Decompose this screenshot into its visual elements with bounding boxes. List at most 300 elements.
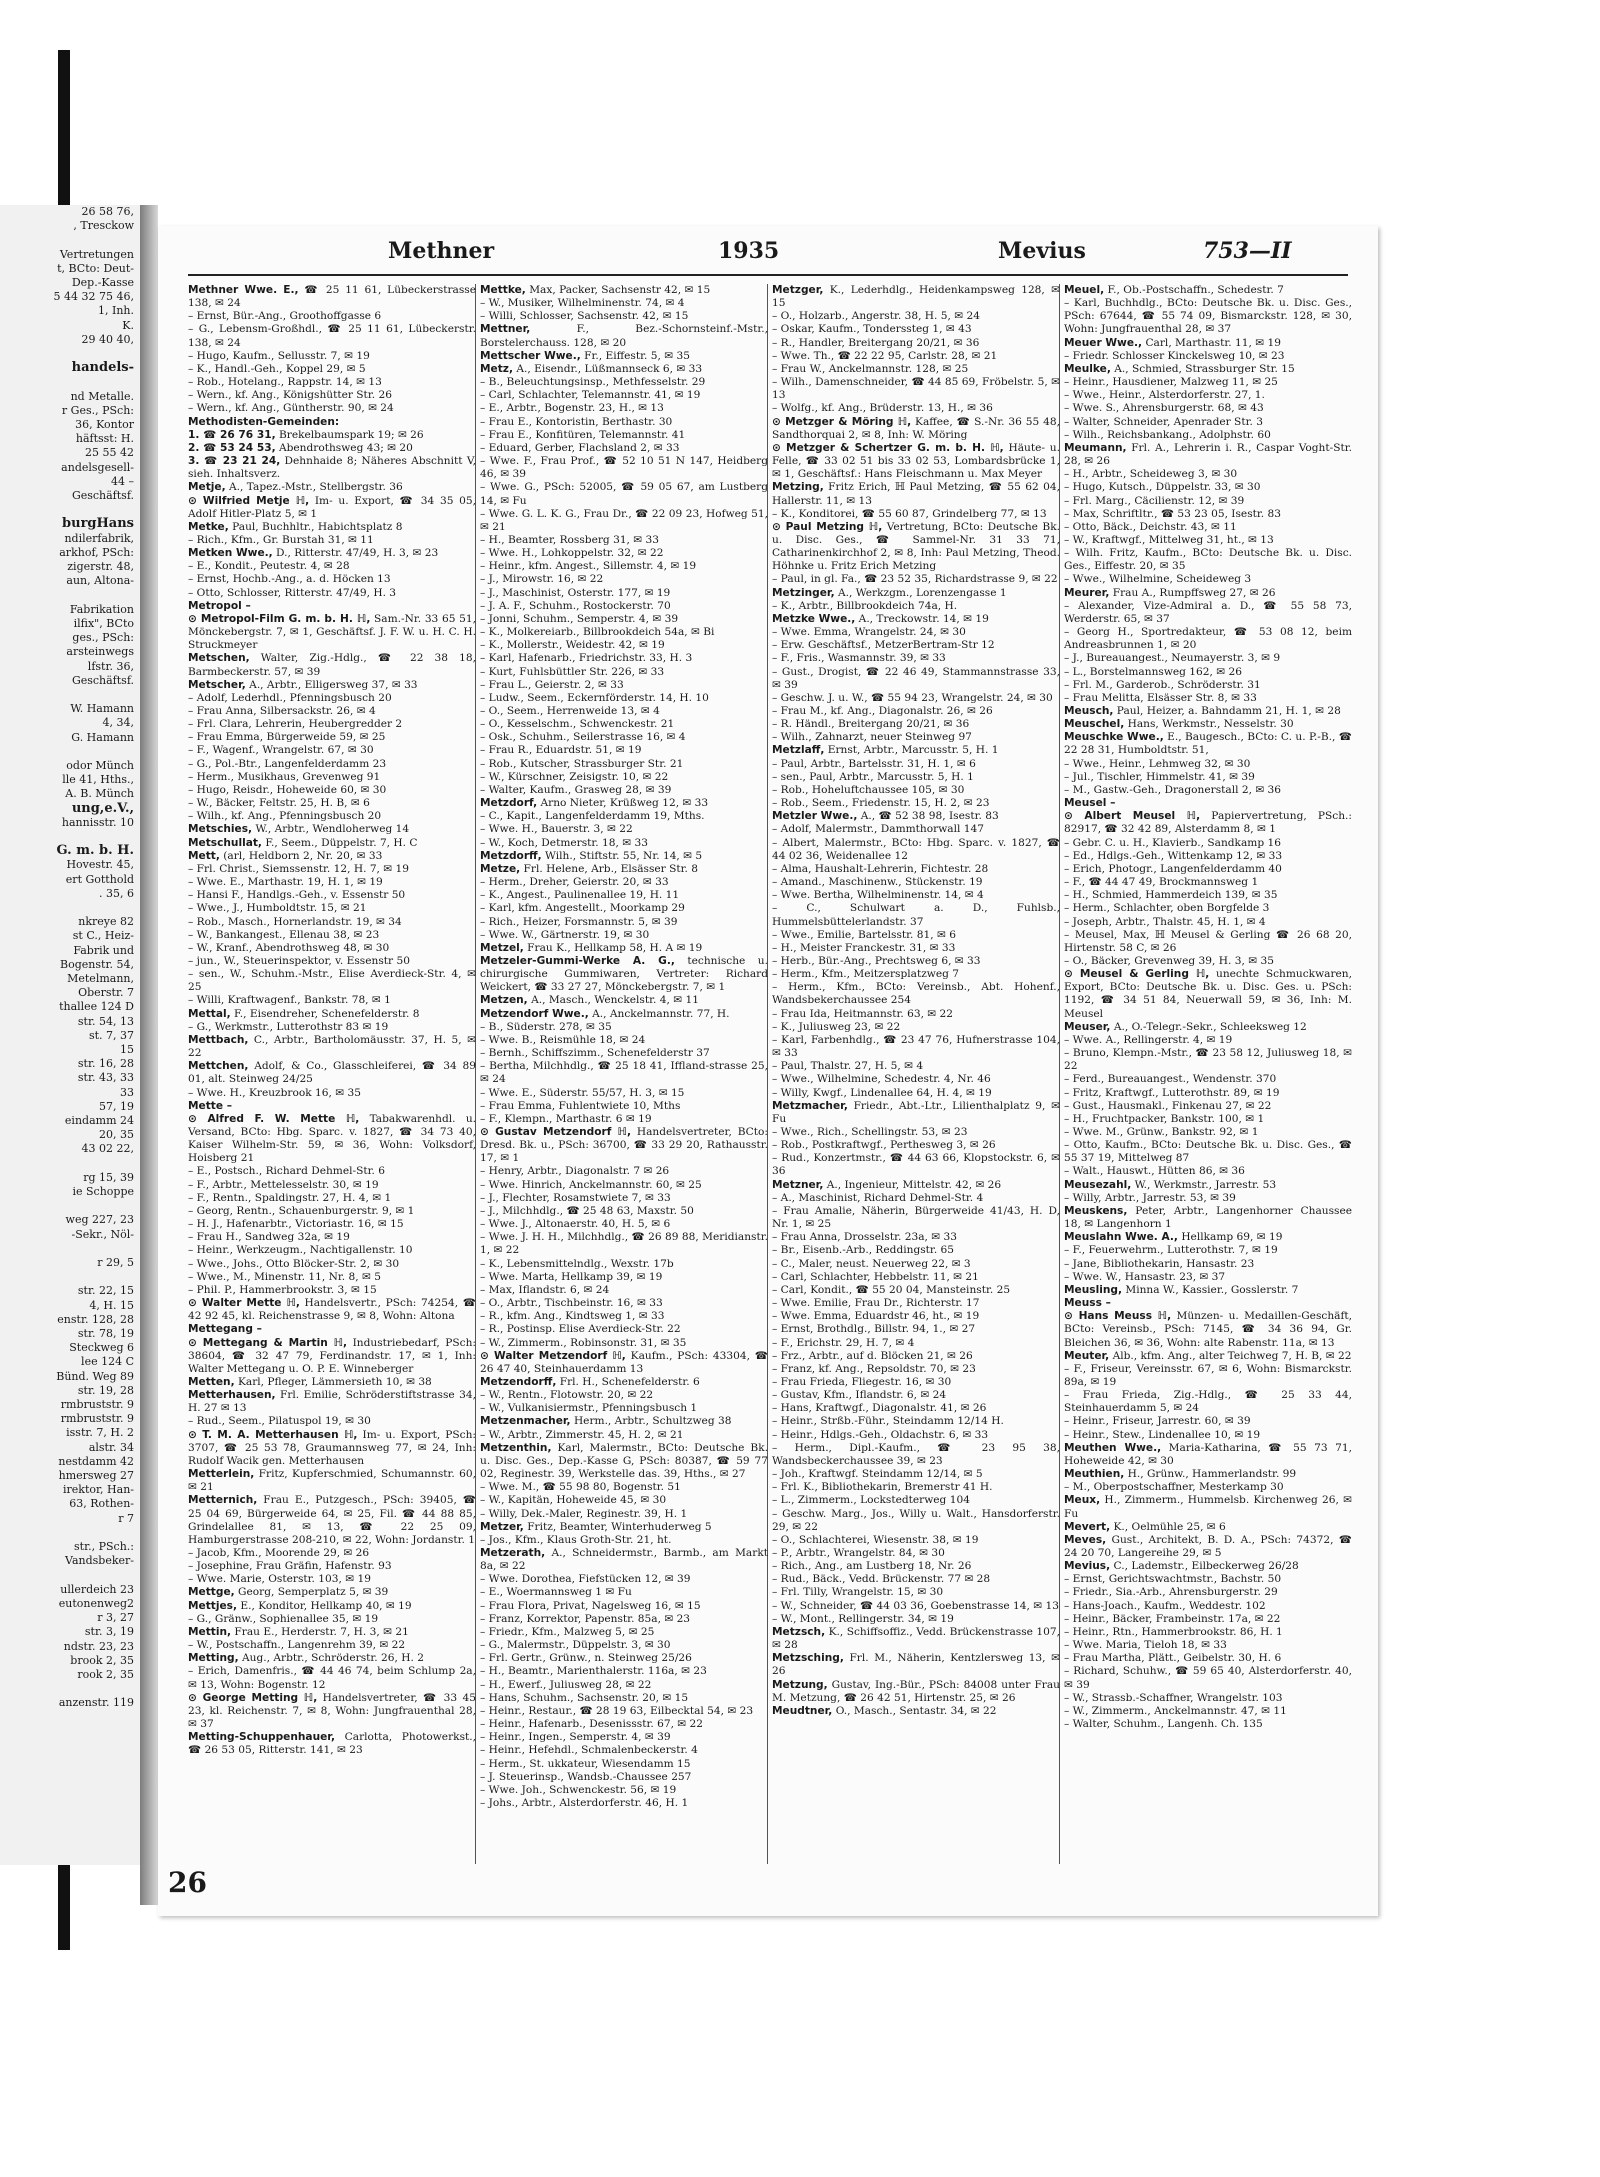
left-page-line: ndilerfabrik, bbox=[64, 531, 134, 545]
directory-entry: – Erich, Photogr., Langenfelderdamm 40 bbox=[1064, 862, 1282, 875]
directory-entry: – J., Bureauangest., Neumayerstr. 3, ✉ 9 bbox=[1064, 652, 1281, 665]
directory-entry: – Hans-Joach., Kaufm., Weddestr. 102 bbox=[1064, 1599, 1266, 1612]
left-page-line: ung,e.V., bbox=[71, 800, 134, 816]
directory-entry: – Frau Emma, Bürgerweide 59, ✉ 25 bbox=[188, 731, 386, 744]
directory-entry: – Hugo, Kutsch., Düppelstr. 33, ✉ 30 bbox=[1064, 481, 1261, 494]
directory-entry: – Wwe. F., Frau Prof., ☎ 52 10 51 N 147, Heidberg 46, ✉ 39 bbox=[480, 455, 768, 481]
directory-entry: – J., Maschinist, Osterstr. 177, ✉ 19 bbox=[480, 586, 671, 599]
directory-entry: – Ernst, Gerichtswachtmstr., Bachstr. 50 bbox=[1064, 1573, 1282, 1586]
left-page-line: G. Hamann bbox=[71, 730, 134, 744]
directory-entry: – Adolf, Malermstr., Dammthorwall 147 bbox=[772, 823, 984, 836]
left-page-line: eindamm 24 bbox=[64, 1114, 134, 1127]
directory-entry: Meudtner, O., Masch., Sentastr. 34, ✉ 22 bbox=[772, 1704, 997, 1717]
directory-entry: – Johs., Arbtr., Alsterdorferstr. 46, H. 1 bbox=[480, 1796, 689, 1809]
directory-entry: Meulke, A., Schmied, Strassburger Str. 15 bbox=[1064, 362, 1295, 375]
directory-entry: Meuthien, H., Grünw., Hammerlandstr. 99 bbox=[1064, 1468, 1297, 1481]
directory-entry: – Wwe. Dorothea, Fiefstücken 12, ✉ 39 bbox=[480, 1573, 691, 1586]
directory-entry: – C., Schulwart a. D., Fuhlsb., Hummelsbüttelerlandstr. 37 bbox=[772, 902, 1060, 928]
directory-entry: – Henry, Arbtr., Diagonalstr. 7 ✉ 26 bbox=[480, 1165, 670, 1178]
directory-entry: – K., Konditorei, ☎ 55 60 87, Grindelberg 77, ✉ 13 bbox=[772, 507, 1047, 520]
directory-column-4 bbox=[1064, 284, 1352, 1884]
left-page-line bbox=[2, 375, 134, 389]
directory-entry: – E., Kondit., Peutestr. 4, ✉ 28 bbox=[188, 560, 350, 573]
left-page-line: 33 bbox=[120, 1085, 134, 1099]
left-page-line bbox=[2, 1157, 134, 1171]
directory-entry: – Wwe., Wilhelmine, Scheideweg 3 bbox=[1064, 573, 1252, 586]
adjacent-page-fragment bbox=[0, 205, 140, 1865]
directory-entry: – Rob., Seem., Friedenstr. 15, H. 2, ✉ 23 bbox=[772, 797, 990, 810]
directory-entry: – O., Arbtr., Tischbeinstr. 16, ✉ 33 bbox=[480, 1297, 663, 1310]
directory-entry: – H., Arbtr., Scheideweg 3, ✉ 30 bbox=[1064, 468, 1238, 481]
left-page-line: anzenstr. 119 bbox=[58, 1696, 134, 1710]
directory-entry: Metschullat, F., Seem., Düppelstr. 7, H. C bbox=[188, 836, 418, 849]
directory-entry: – Walt., Hauswt., Hütten 86, ✉ 36 bbox=[1064, 1165, 1245, 1178]
left-page-line: lfstr. 36, bbox=[87, 659, 134, 673]
directory-entry: – Frau M., kf. Ang., Diagonalstr. 26, ✉ 26 bbox=[772, 705, 993, 717]
directory-entry: – E., Woermannsweg 1 ✉ Fu bbox=[480, 1586, 632, 1599]
directory-entry: – Herm., Musikhaus, Grevenweg 91 bbox=[188, 770, 381, 783]
directory-entry: – Wolfg., kf. Ang., Brüderstr. 13, H., ✉ 36 bbox=[772, 402, 993, 415]
directory-entry: – Gust., Drogist, ☎ 22 46 49, Stammannstrasse 33, ✉ 39 bbox=[772, 665, 1060, 691]
directory-entry: – A., Maschinist, Richard Dehmel-Str. 4 bbox=[772, 1191, 984, 1204]
left-page-line: 1, Inh. bbox=[97, 304, 134, 318]
directory-entry: – Frau Ida, Heitmannstr. 63, ✉ 22 bbox=[772, 1007, 954, 1020]
directory-entry: Mevert, K., Oelmühle 25, ✉ 6 bbox=[1064, 1520, 1226, 1533]
directory-entry: – Hugo, Reisdr., Hoheweide 60, ✉ 30 bbox=[188, 783, 387, 796]
directory-entry: Metzung, Gustav, Ing.-Bür., PSch: 84008 unter Frau M. Metzung, ☎ 26 42 51, Hirtenstr. 25, ✉ 26 bbox=[772, 1678, 1060, 1704]
directory-entry: Meux, H., Zimmerm., Hummelsb. Kirchenweg 26, ✉ Fu bbox=[1064, 1494, 1352, 1520]
directory-entry: – B., Beleuchtungsinsp., Methfesselstr. 29 bbox=[480, 376, 706, 389]
directory-entry: – Rich., Kfm., Gr. Burstah 31, ✉ 11 bbox=[188, 533, 374, 546]
directory-entry: – O., Holzarb., Angerstr. 38, H. 5, ✉ 24 bbox=[772, 310, 980, 323]
head-page-label: 753—II bbox=[1203, 238, 1292, 264]
left-page-line: str. 22, 15 bbox=[77, 1284, 134, 1298]
directory-entry: – Wwe. Th., ☎ 22 22 95, Carlstr. 28, ✉ 21 bbox=[772, 349, 998, 362]
directory-entry: – Carl, Schlachter, Telemannstr. 41, ✉ 19 bbox=[480, 389, 701, 402]
directory-entry: – Frl. M., Garderob., Schröderstr. 31 bbox=[1064, 678, 1261, 691]
left-page-line: Bogenstr. 54, bbox=[60, 957, 134, 971]
directory-entry: – Alma, Haushalt-Lehrerin, Fichtestr. 28 bbox=[772, 862, 989, 875]
directory-entry: – K., Angest., Paulinenallee 19, H. 11 bbox=[480, 889, 680, 902]
left-page-line: odor Münch bbox=[66, 758, 134, 772]
directory-entry: – Wwe. Maria, Tieloh 18, ✉ 33 bbox=[1064, 1639, 1227, 1652]
directory-entry: Metzsching, Frl. M., Näherin, Kentzlersweg 13, ✉ 26 bbox=[772, 1652, 1060, 1678]
directory-entry: – Heinr., Strßb.-Führ., Steindamm 12/14 H. bbox=[772, 1415, 1004, 1428]
directory-entry: – Hans, Schuhm., Sachsenstr. 20, ✉ 15 bbox=[480, 1691, 689, 1704]
directory-entry: Metternich, Frau E., Putzgesch., PSch: 39405, ☎ 25 04 69, Bürgerweide 64, ✉ 25, Fil. ☎ 44 88 85, Grindelallee 81, ✉ 13, ☎ 22 25 09, Hamburgerstrasse 208-210, ✉ 22, Wohn: Jordanstr. 1 bbox=[188, 1494, 476, 1546]
directory-entry: Metterhausen, Frl. Emilie, Schröderstiftstrasse 34, H. 27 ✉ 13 bbox=[188, 1389, 476, 1415]
left-page-line: ges., PSch: bbox=[72, 631, 134, 645]
directory-column-1 bbox=[188, 284, 476, 1884]
left-page-line bbox=[2, 1526, 134, 1540]
directory-entry: – Frau E., Konfitüren, Telemannstr. 41 bbox=[480, 428, 686, 441]
directory-entry: Metzdorff, Wilh., Stiftstr. 55, Nr. 14, ✉ 5 bbox=[480, 849, 703, 862]
directory-entry: ⊙ Walter Metzendorf ℍ, Kaufm., PSch: 43304, ☎ 26 47 40, Steinhauerdamm 13 bbox=[480, 1349, 768, 1375]
directory-entry: Meusling, Minna W., Kassier., Gosslerstr. 7 bbox=[1064, 1283, 1299, 1296]
directory-column-2 bbox=[480, 284, 768, 1884]
left-page-line: str. 3, 19 bbox=[84, 1625, 134, 1639]
directory-entry: ⊙ Metropol-Film G. m. b. H. ℍ, Sam.-Nr. 33 65 51, Mönckebergstr. 7, ✉ 1, Geschäftsf. J. F. W. u. H. C. H. Struckmeyer bbox=[188, 612, 476, 652]
directory-entry: Metzeler-Gummi-Werke A. G., technische u. chirurgische Gummiwaren, Vertreter: Richard Weickert, ☎ 33 27 27, Mönckebergstr. 7, ✉ 1 bbox=[480, 954, 768, 994]
directory-entry: – Herm., Dreher, Geierstr. 20, ✉ 33 bbox=[480, 876, 669, 889]
directory-entry: – F., ☎ 44 47 49, Brockmannsweg 1 bbox=[1064, 876, 1259, 889]
directory-entry: Metzler Wwe., A., ☎ 52 38 98, Isestr. 83 bbox=[772, 810, 999, 823]
directory-entry: – Frau Flora, Privat, Nagelsweg 16, ✉ 15 bbox=[480, 1599, 701, 1612]
directory-entry: – Gebr. C. u. H., Klavierb., Sandkamp 16 bbox=[1064, 836, 1281, 849]
directory-entry: Metting, Aug., Arbtr., Schröderstr. 26, H. 2 bbox=[188, 1652, 424, 1665]
directory-entry: – Carl, Schlachter, Hebbelstr. 11, ✉ 21 bbox=[772, 1270, 979, 1283]
left-page-line: 44 – bbox=[111, 474, 134, 488]
directory-entry: – Heinr., Rtn., Hammerbrookstr. 86, H. 1 bbox=[1064, 1625, 1283, 1638]
directory-entry: Methner Wwe. E., ☎ 25 11 61, Lübeckerstrasse 138, ✉ 24 bbox=[188, 284, 476, 310]
directory-entry: – Wilh. Fritz, Kaufm., BCto: Deutsche Bk. u. Disc. Ges., Eiffestr. 20, ✉ 35 bbox=[1064, 547, 1352, 573]
directory-entry: Metze, Frl. Helene, Arb., Elsässer Str. 8 bbox=[480, 862, 699, 875]
directory-entry: – Ludw., Seem., Eckernförderstr. 14, H. 10 bbox=[480, 691, 709, 704]
directory-entry: – Geschw. Marg., Jos., Willy u. Walt., Hansdorferstr. 29, ✉ 22 bbox=[772, 1507, 1060, 1533]
directory-entry: – Frl. Tilly, Wrangelstr. 15, ✉ 30 bbox=[772, 1586, 944, 1599]
directory-entry: Meusel – bbox=[1064, 797, 1116, 810]
directory-entry: – Wwe., J., Humboldtstr. 15, ✉ 21 bbox=[188, 902, 367, 915]
directory-entry: – Ernst, Bür.-Ang., Groothoffgasse 6 bbox=[188, 310, 382, 323]
directory-entry: Metscher, A., Arbtr., Elligersweg 37, ✉ 33 bbox=[188, 678, 418, 691]
directory-entry: – J., Flechter, Rosamstwiete 7, ✉ 33 bbox=[480, 1191, 671, 1204]
directory-entry: – Albert, Malermstr., BCto: Hbg. Sparc. v. 1827, ☎ 44 02 36, Weidenallee 12 bbox=[772, 836, 1060, 862]
left-page-line: rmbruststr. 9 bbox=[60, 1398, 134, 1412]
directory-entry: – K., Mollerstr., Weidestr. 42, ✉ 19 bbox=[480, 639, 665, 652]
directory-entry: – W., Postschaffn., Langenrehm 39, ✉ 22 bbox=[188, 1639, 406, 1652]
directory-entry: – Jacob, Kfm., Moorende 29, ✉ 26 bbox=[188, 1547, 370, 1559]
directory-entry: – W., Mont., Rellingerstr. 34, ✉ 19 bbox=[772, 1612, 954, 1625]
directory-entry: – Wwe. A., Rellingerstr. 4, ✉ 19 bbox=[1064, 1033, 1233, 1046]
directory-entry: – Max, Schriftltr., ☎ 53 23 05, Isestr. 83 bbox=[1064, 507, 1281, 520]
head-first-name: Methner bbox=[388, 238, 495, 264]
left-page-line: nkreye 82 bbox=[78, 915, 134, 929]
left-page-line: r 3, 27 bbox=[97, 1611, 134, 1625]
directory-entry: – F., Feuerwehrm., Lutterothstr. 7, ✉ 19 bbox=[1064, 1244, 1278, 1257]
directory-entry: Metzing, Fritz Erich, ℍ Paul Metzing, ☎ 55 62 04, Hallerstr. 11, ✉ 13 bbox=[772, 481, 1060, 507]
directory-entry: Meuschel, Hans, Werkmstr., Nesselstr. 30 bbox=[1064, 718, 1294, 731]
directory-entry: – H., Schmied, Hammerdeich 139, ✉ 35 bbox=[1064, 889, 1278, 902]
directory-entry: – W., Zimmerm., Robinsonstr. 31, ✉ 35 bbox=[480, 1336, 687, 1349]
directory-entry: – W., Kranf., Abendrothsweg 48, ✉ 30 bbox=[188, 941, 390, 954]
left-page-line: 20, 35 bbox=[99, 1128, 134, 1142]
left-page-line: str. 78, 19 bbox=[77, 1327, 134, 1341]
directory-entry: – Wwe. Emma, Eduardstr 46, ht., ✉ 19 bbox=[772, 1310, 980, 1323]
directory-entry: – Otto, Bäck., Deichstr. 43, ✉ 11 bbox=[1064, 520, 1237, 533]
directory-entry: – E., Postsch., Richard Dehmel-Str. 6 bbox=[188, 1165, 385, 1178]
left-page-line: Fabrik und bbox=[73, 943, 134, 957]
directory-entry: – Wern., kf. Ang., Güntherstr. 90, ✉ 24 bbox=[188, 402, 394, 415]
left-page-line: eutonenweg2 bbox=[58, 1596, 134, 1610]
directory-entry: – Meusel, Max, ℍ Meusel & Gerling ☎ 26 68 20, Hirtenstr. 58 C, ✉ 26 bbox=[1064, 928, 1352, 954]
directory-entry: – K., Handl.-Geh., Koppel 29, ✉ 5 bbox=[188, 362, 366, 375]
left-page-line: Dep.-Kasse bbox=[71, 276, 134, 290]
directory-entry: ⊙ Albert Meusel ℍ, Papiervertretung, PSch.: 82917, ☎ 32 42 89, Alsterdamm 8, ✉ 1 bbox=[1064, 810, 1352, 836]
left-page-line: alstr. 34 bbox=[88, 1440, 134, 1454]
directory-entry: ⊙ Meusel & Gerling ℍ, unechte Schmuckwaren, Export, BCto: Deutsche Bk. u. Disc. Ges. u. PSch: 1192, ☎ 34 51 84, Neuerwall 59, ✉ 36, Inh: M. Meusel bbox=[1064, 968, 1352, 1020]
directory-page bbox=[158, 226, 1378, 1916]
directory-entry: ⊙ Paul Metzing ℍ, Vertretung, BCto: Deutsche Bk. u. Disc. Ges., ☎ Sammel-Nr. 31 33 71, Catharinenkirchhof 2, ✉ 8, Inh: Paul Metzing, Theod. Höhnke u. Fritz Erich Metzing bbox=[772, 520, 1060, 573]
directory-entry: Meumann, Frl. A., Lehrerin i. R., Caspar Voght-Str. 28, ✉ 26 bbox=[1064, 441, 1352, 468]
directory-entry: – Gust., Hausmakl., Finkenau 27, ✉ 22 bbox=[1064, 1099, 1272, 1112]
directory-entry: – Jonni, Schuhm., Semperstr. 4, ✉ 39 bbox=[480, 612, 679, 625]
directory-entry: – W., Kraftwgf., Mittelweg 31, ht., ✉ 13 bbox=[1064, 533, 1274, 546]
directory-entry: – W., Strassb.-Schaffner, Wrangelstr. 103 bbox=[1064, 1691, 1283, 1704]
directory-entry: – H., Fruchtpacker, Bankstr. 100, ✉ 1 bbox=[1064, 1112, 1265, 1125]
directory-entry: – Walter, Schuhm., Langenh. Ch. 135 bbox=[1064, 1718, 1263, 1731]
directory-entry: – Hansi F., Handlgs.-Geh., v. Essenstr 50 bbox=[188, 889, 406, 902]
directory-entry: Metzerath, A., Schneidermstr., Barmb., am Markt 8a, ✉ 22 bbox=[480, 1547, 768, 1573]
left-page-line bbox=[2, 1569, 134, 1583]
directory-entry: – Rob., Postkraftwgf., Perthesweg 3, ✉ 26 bbox=[772, 1139, 996, 1152]
directory-entry: – Heinr., Hausdiener, Malzweg 11, ✉ 25 bbox=[1064, 376, 1278, 389]
left-page-line: thallee 124 D bbox=[59, 1000, 134, 1014]
directory-entry: Metropol – bbox=[188, 599, 251, 612]
left-page-line: enstr. 128, 28 bbox=[57, 1312, 134, 1326]
left-page-line: Steckweg 6 bbox=[69, 1341, 134, 1355]
directory-entry: – H., Beamter, Rossberg 31, ✉ 33 bbox=[480, 533, 660, 546]
left-page-line: r 29, 5 bbox=[97, 1256, 134, 1270]
directory-entry: – K., Juliusweg 23, ✉ 22 bbox=[772, 1020, 901, 1033]
left-page-line: str., PSch.: bbox=[74, 1540, 134, 1554]
left-page-line: Fabrikation bbox=[69, 602, 134, 616]
directory-entry: – Wwe., Emilie, Bartelsstr. 81, ✉ 6 bbox=[772, 928, 956, 941]
directory-entry: – Wwe. Marie, Osterstr. 103, ✉ 19 bbox=[188, 1573, 371, 1586]
directory-entry: – Frau Anna, Silbersackstr. 26, ✉ 4 bbox=[188, 705, 376, 717]
left-page-line: 4, 34, bbox=[102, 716, 134, 730]
directory-entry: Meuter, Alb., kfm. Ang., alter Teichweg 7, H. B, ✉ 22 bbox=[1064, 1349, 1352, 1362]
directory-entry: – F., Erichstr. 29, H. 7, ✉ 4 bbox=[772, 1336, 915, 1349]
directory-entry: – Frl. Marg., Cäcilienstr. 12, ✉ 39 bbox=[1064, 494, 1245, 507]
directory-entry: – Geschw. J. u. W., ☎ 55 94 23, Wrangelstr. 24, ✉ 30 bbox=[772, 691, 1053, 704]
directory-entry: – Wwe. B., Reismühle 18, ✉ 24 bbox=[480, 1033, 646, 1046]
directory-entry: Meusch, Paul, Heizer, a. Bahndamm 21, H. 1, ✉ 28 bbox=[1064, 705, 1341, 717]
directory-entry: – Rud., Konzertmstr., ☎ 44 63 66, Klopstockstr. 6, ✉ 36 bbox=[772, 1152, 1060, 1178]
directory-entry: – Frau R., Eduardstr. 51, ✉ 19 bbox=[480, 744, 642, 757]
directory-entry: ⊙ Metzger & Schertzer G. m. b. H. ℍ, Häute- u. Felle, ☎ 33 02 51 bis 33 02 53, Lombardsbrücke 1, ✉ 1, Geschäftsf.: Hans Fleischmann u. Max Meyer bbox=[772, 441, 1060, 481]
left-page-line: st C., Heiz- bbox=[72, 929, 134, 943]
directory-entry: – Wilh., Reichsbankang., Adolphstr. 60 bbox=[1064, 428, 1271, 441]
directory-entry: Metzdorf, Arno Nieter, Krüßweg 12, ✉ 33 bbox=[480, 797, 709, 810]
directory-entry: 3. ☎ 23 21 24, Dehnhaide 8; Näheres Abschnitt V, sieh. Inhaltsverz. bbox=[188, 455, 476, 481]
directory-entry: – H. J., Hafenarbtr., Victoriastr. 16, ✉ 15 bbox=[188, 1218, 404, 1231]
directory-entry: – Willy, Kwgf., Lindenallee 64, H. 4, ✉ 19 bbox=[772, 1086, 992, 1099]
directory-entry: – Herm., Dipl.-Kaufm., ☎ 23 95 38, Wandsbeckerchaussee 39, ✉ 23 bbox=[772, 1441, 1060, 1467]
page-number: 26 bbox=[168, 1866, 207, 1899]
directory-entry: – W., Schneider, ☎ 44 03 36, Goebenstrasse 14, ✉ 13 bbox=[772, 1599, 1059, 1612]
directory-entry: – Joseph, Arbtr., Thalstr. 45, H. 1, ✉ 4 bbox=[1064, 915, 1266, 928]
left-page-line bbox=[2, 745, 134, 759]
directory-entry: Mettin, Frau E., Herderstr. 7, H. 3, ✉ 21 bbox=[188, 1625, 409, 1638]
directory-entry: ⊙ Mettegang & Martin ℍ, Industriebedarf, PSch: 38604, ☎ 32 47 79, Ferdinandstr. 17, ✉ 1, Inh: Walter Mettegang u. O. P. E. Winneberger bbox=[188, 1336, 476, 1375]
directory-entry: – Georg H., Sportredakteur, ☎ 53 08 12, beim Andreasbrunnen 1, ✉ 20 bbox=[1064, 626, 1352, 652]
directory-entry: – B., Süderstr. 278, ✉ 35 bbox=[480, 1020, 612, 1033]
directory-entry: ⊙ George Metting ℍ, Handelsvertreter, ☎ 33 45 23, kl. Reichenstr. 7, ✉ 8, Wohn: Jungfrauenthal 28, ✉ 37 bbox=[188, 1691, 476, 1731]
left-page-line: Vertretungen bbox=[59, 247, 134, 261]
directory-entry: – Wwe. E., Süderstr. 55/57, H. 3, ✉ 15 bbox=[480, 1086, 685, 1099]
directory-entry: – Wilh., kf. Ang., Pfenningsbusch 20 bbox=[188, 810, 382, 823]
directory-entry: – Friedr., Kfm., Malzweg 5, ✉ 25 bbox=[480, 1625, 655, 1638]
directory-entry: – J. A. F., Schuhm., Rostockerstr. 70 bbox=[480, 599, 671, 612]
directory-entry: Metje, A., Tapez.-Mstr., Stellbergstr. 36 bbox=[188, 481, 403, 494]
directory-entry: – G., Pol.-Btr., Langenfelderdamm 23 bbox=[188, 757, 387, 770]
directory-entry: – Jul., Tischler, Himmelstr. 41, ✉ 39 bbox=[1064, 770, 1255, 783]
left-page-line: 57, 19 bbox=[99, 1099, 134, 1113]
left-page-line bbox=[2, 233, 134, 247]
left-page-line: Geschäftsf. bbox=[71, 489, 134, 503]
left-page-line: rg 15, 39 bbox=[83, 1170, 134, 1184]
directory-entry: – Wwe. M., ☎ 55 98 80, Bogenstr. 51 bbox=[480, 1481, 681, 1494]
directory-entry: – Kurt, Fuhlsbüttler Str. 226, ✉ 33 bbox=[480, 665, 665, 678]
directory-entry: Mettscher Wwe., Fr., Eiffestr. 5, ✉ 35 bbox=[480, 349, 690, 362]
directory-entry: – Frau Frieda, Fliegestr. 16, ✉ 30 bbox=[772, 1375, 952, 1388]
directory-entry: – Frl. Clara, Lehrerin, Heubergredder 2 bbox=[188, 718, 403, 731]
directory-entry: – L., Borstelmannsweg 162, ✉ 26 bbox=[1064, 665, 1242, 678]
directory-entry: – Erich, Damenfris., ☎ 44 46 74, beim Schlump 2a, ✉ 13, Wohn: Bogenstr. 12 bbox=[188, 1665, 476, 1691]
directory-entry: Meuschke Wwe., E., Baugesch., BCto: C. u. P.-B., ☎ 22 28 31, Humboldtstr. 51, bbox=[1064, 731, 1352, 757]
directory-entry: – J. Steuerinsp., Wandsb.-Chaussee 257 bbox=[480, 1770, 692, 1783]
left-page-line: nestdamm 42 bbox=[58, 1454, 134, 1468]
directory-entry: ⊙ Gustav Metzendorf ℍ, Handelsvertreter, BCto: Dresd. Bk. u., PSch: 36700, ☎ 33 29 20, Rathausstr. 17, ✉ 1 bbox=[480, 1126, 768, 1165]
left-page-line: arkhof, PSch: bbox=[59, 545, 134, 559]
directory-entry: Mettner, F., Bez.-Schornsteinf.-Mstr., Borstelerchauss. 128, ✉ 20 bbox=[480, 323, 768, 349]
directory-entry: – Frau Martha, Plätt., Geibelstr. 30, H. 6 bbox=[1064, 1652, 1282, 1665]
directory-entry: – Frau L., Geierstr. 2, ✉ 33 bbox=[480, 678, 624, 691]
left-page-line: brook 2, 35 bbox=[70, 1653, 134, 1667]
directory-entry: – Bruno, Klempn.-Mstr., ☎ 23 58 12, Juliusweg 18, ✉ 22 bbox=[1064, 1047, 1352, 1073]
directory-entry: Metzenmacher, Herm., Arbtr., Schultzweg 38 bbox=[480, 1415, 732, 1428]
directory-entry: Metzmacher, Friedr., Abt.-Ltr., Lilienthalplatz 9, ✉ Fu bbox=[772, 1099, 1060, 1125]
directory-entry: Metzlaff, Ernst, Arbtr., Marcusstr. 5, H. 1 bbox=[772, 744, 999, 757]
left-page-line: str. 19, 28 bbox=[77, 1383, 134, 1397]
directory-entry: – Joh., Kraftwgf. Steindamm 12/14, ✉ 5 bbox=[772, 1468, 983, 1481]
directory-entry: – Paul, Thalstr. 27, H. 5, ✉ 4 bbox=[772, 1060, 924, 1073]
left-page-line bbox=[2, 347, 134, 361]
directory-entry: – Frau E., Kontoristin, Berthastr. 30 bbox=[480, 415, 673, 428]
left-page-line: str. 54, 13 bbox=[77, 1014, 134, 1028]
directory-entry: – sen., Paul, Arbtr., Marcusstr. 5, H. 1 bbox=[772, 770, 974, 783]
directory-entry: – Frau Emma, Fuhlentwiete 10, Mths bbox=[480, 1099, 681, 1112]
left-page-line: aun, Altona- bbox=[66, 574, 134, 588]
directory-entry: – C., Kapit., Langenfelderdamm 19, Mths. bbox=[480, 810, 705, 823]
directory-entry: – W., Arbtr., Zimmerstr. 45, H. 2, ✉ 21 bbox=[480, 1428, 684, 1441]
directory-entry: – Wwe. H., Kreuzbrook 16, ✉ 35 bbox=[188, 1086, 361, 1099]
left-page-line bbox=[2, 1242, 134, 1256]
directory-entry: – Frl. Gertr., Grünw., n. Steinweg 25/26 bbox=[480, 1652, 692, 1665]
running-head bbox=[158, 234, 1378, 270]
directory-entry: Meves, Gust., Architekt, B. D. A., PSch: 74372, ☎ 24 20 70, Langereihe 29, ✉ 5 bbox=[1064, 1533, 1352, 1559]
left-page-line: ie Schoppe bbox=[72, 1185, 134, 1199]
left-page-line: 43 02 22, bbox=[81, 1142, 134, 1156]
left-page-line: -Sekr., Nöl- bbox=[71, 1227, 134, 1241]
left-page-line: . 35, 6 bbox=[99, 886, 134, 900]
directory-entry: – Br., Eisenb.-Arb., Reddingstr. 65 bbox=[772, 1244, 955, 1257]
left-page-line: lle 41, Hths., bbox=[62, 773, 134, 787]
directory-entry: – Osk., Schuhm., Seilerstrasse 16, ✉ 4 bbox=[480, 731, 686, 744]
directory-entry: – jun., W., Steuerinspektor, v. Essenstr 50 bbox=[188, 954, 410, 967]
left-page-line: ilfix", BCto bbox=[73, 616, 134, 630]
directory-entry: – Rich., Heizer, Forsmannstr. 5, ✉ 39 bbox=[480, 915, 678, 928]
left-page-line: rook 2, 35 bbox=[77, 1667, 134, 1681]
directory-entry: – Ernst, Brothdlg., Billstr. 94, 1., ✉ 27 bbox=[772, 1323, 976, 1336]
directory-entry: – Rob., Kutscher, Strassburger Str. 21 bbox=[480, 757, 684, 770]
directory-entry: – Wwe. J., Altonaerstr. 40, H. 5, ✉ 6 bbox=[480, 1218, 671, 1231]
left-page-line: ndstr. 23, 23 bbox=[63, 1639, 134, 1653]
directory-entry: Metschen, Walter, Zig.-Hdlg., ☎ 22 38 18, Barmbeckerstr. 57, ✉ 39 bbox=[188, 652, 476, 678]
directory-entry: – G., Gränw., Sophienallee 35, ✉ 19 bbox=[188, 1612, 379, 1625]
directory-entry: – Frl. Christ., Siemssenstr. 12, H. 7, ✉ 19 bbox=[188, 862, 410, 875]
directory-entry: – F., Wagenf., Wrangelstr. 67, ✉ 30 bbox=[188, 744, 374, 757]
directory-entry: Metterlein, Fritz, Kupferschmied, Schumannstr. 60, ✉ 21 bbox=[188, 1468, 476, 1494]
left-page-line: nd Metalle. bbox=[70, 389, 134, 403]
directory-entry: – Heinr., Friseur, Jarrestr. 60, ✉ 39 bbox=[1064, 1415, 1251, 1428]
directory-entry: – Willi, Schlosser, Sachsenstr. 42, ✉ 15 bbox=[480, 310, 689, 323]
directory-entry: – Wwe. S., Ahrensburgerstr. 68, ✉ 43 bbox=[1064, 402, 1264, 415]
left-page-line: Hovestr. 45, bbox=[66, 858, 134, 872]
directory-entry: Meuel, F., Ob.-Postschaffn., Schedestr. 7 bbox=[1064, 284, 1284, 296]
left-page-line: irektor, Han- bbox=[63, 1483, 134, 1497]
directory-entry: – O., Schlachterei, Wiesenstr. 38, ✉ 19 bbox=[772, 1533, 979, 1546]
page-gutter-shadow bbox=[140, 205, 158, 1905]
directory-entry: – K., Arbtr., Billbrookdeich 74a, H. bbox=[772, 599, 958, 612]
directory-entry: – Max, Iflandstr. 6, ✉ 24 bbox=[480, 1283, 610, 1296]
directory-entry: – C., Maler, neust. Neuerweg 22, ✉ 3 bbox=[772, 1257, 971, 1270]
directory-entry: – W., Kürschner, Zeisigstr. 10, ✉ 22 bbox=[480, 770, 669, 783]
directory-entry: ⊙ Wilfried Metje ℍ, Im- u. Export, ☎ 34 35 05, Adolf Hitler-Platz 5, ✉ 1 bbox=[188, 494, 476, 520]
directory-entry: – H., Beamtr., Marienthalerstr. 116a, ✉ 23 bbox=[480, 1665, 707, 1678]
directory-entry: Mettke, Max, Packer, Sachsenstr 42, ✉ 15 bbox=[480, 284, 711, 296]
directory-entry: – R. Händl., Breitergang 20/21, ✉ 36 bbox=[772, 718, 970, 731]
directory-entry: Metke, Paul, Buchhltr., Habichtsplatz 8 bbox=[188, 520, 403, 533]
left-page-line: t, BCto: Deut- bbox=[57, 261, 134, 275]
directory-entry: – Willy, Arbtr., Jarrestr. 53, ✉ 39 bbox=[1064, 1191, 1236, 1204]
left-page-line: G. m. b. H. bbox=[56, 843, 134, 859]
directory-entry: Meuer Wwe., Carl, Marthastr. 11, ✉ 19 bbox=[1064, 336, 1281, 349]
directory-entry: – Wwe. Emilie, Frau Dr., Richterstr. 17 bbox=[772, 1297, 980, 1310]
directory-entry: – Otto, Kaufm., BCto: Deutsche Bk. u. Disc. Ges., ☎ 55 37 19, Mittelweg 87 bbox=[1064, 1139, 1352, 1165]
directory-entry: – Wwe. E., Marthastr. 19, H. 1, ✉ 19 bbox=[188, 876, 383, 889]
directory-entry: – Adolf, Lederhdl., Pfenningsbusch 20 bbox=[188, 691, 392, 704]
directory-entry: – Rich., Ang., am Lustberg 18, Nr. 26 bbox=[772, 1560, 972, 1573]
left-page-line: 29 40 40, bbox=[81, 332, 134, 346]
directory-entry: ⊙ Walter Mette ℍ, Handelsvertr., PSch: 74254, ☎ 42 92 45, kl. Reichenstrasse 9, ✉ 8, Wohn: Altona bbox=[188, 1297, 476, 1323]
left-page-line: handels- bbox=[71, 360, 134, 376]
directory-entry: – W., Bankangest., Ellenau 38, ✉ 23 bbox=[188, 928, 380, 941]
directory-entry: – W., Zimmerm., Anckelmannstr. 47, ✉ 11 bbox=[1064, 1704, 1287, 1717]
left-page-line: K. bbox=[122, 318, 134, 332]
left-page-line bbox=[2, 588, 134, 602]
left-page-line: A. B. Münch bbox=[65, 787, 134, 801]
directory-entry: – Jane, Bibliothekarin, Hansastr. 23 bbox=[1064, 1257, 1255, 1270]
directory-entry: – Frau W., Anckelmannstr. 128, ✉ 25 bbox=[772, 362, 969, 375]
left-page-line: r Ges., PSch: bbox=[61, 403, 134, 417]
directory-entry: Metzner, A., Ingenieur, Mittelstr. 42, ✉ 26 bbox=[772, 1178, 1002, 1191]
directory-entry: 1. ☎ 26 76 31, Brekelbaumspark 19; ✉ 26 bbox=[188, 428, 424, 441]
directory-entry: – Wwe., Heinr., Lehmweg 32, ✉ 30 bbox=[1064, 757, 1251, 770]
directory-entry: ⊙ Metzger & Möring ℍ, Kaffee, ☎ S.-Nr. 36 55 48, Sandthorquai 2, ✉ 8, Inh: W. Möring bbox=[772, 415, 1060, 441]
directory-entry: – F., Rentn., Spaldingstr. 27, H. 4, ✉ 1 bbox=[188, 1191, 392, 1204]
left-page-line: W. Hamann bbox=[70, 702, 134, 716]
left-page-line: 26 58 76, bbox=[81, 205, 134, 218]
directory-entry: – Wwe. Marta, Hellkamp 39, ✉ 19 bbox=[480, 1270, 663, 1283]
directory-entry: – Oskar, Kaufm., Tonderssteg 1, ✉ 43 bbox=[772, 323, 972, 336]
directory-entry: Mette – bbox=[188, 1099, 233, 1112]
directory-entry: – Franz, kf. Ang., Repsoldstr. 70, ✉ 23 bbox=[772, 1362, 976, 1375]
left-page-line: arsteinwegs bbox=[66, 645, 134, 659]
directory-entry: – Walter, Kaufm., Grasweg 28, ✉ 39 bbox=[480, 783, 672, 796]
left-page-line: Vandsbeker- bbox=[65, 1554, 134, 1568]
directory-entry: – J., Milchhdlg., ☎ 25 48 63, Maxstr. 50 bbox=[480, 1204, 694, 1217]
